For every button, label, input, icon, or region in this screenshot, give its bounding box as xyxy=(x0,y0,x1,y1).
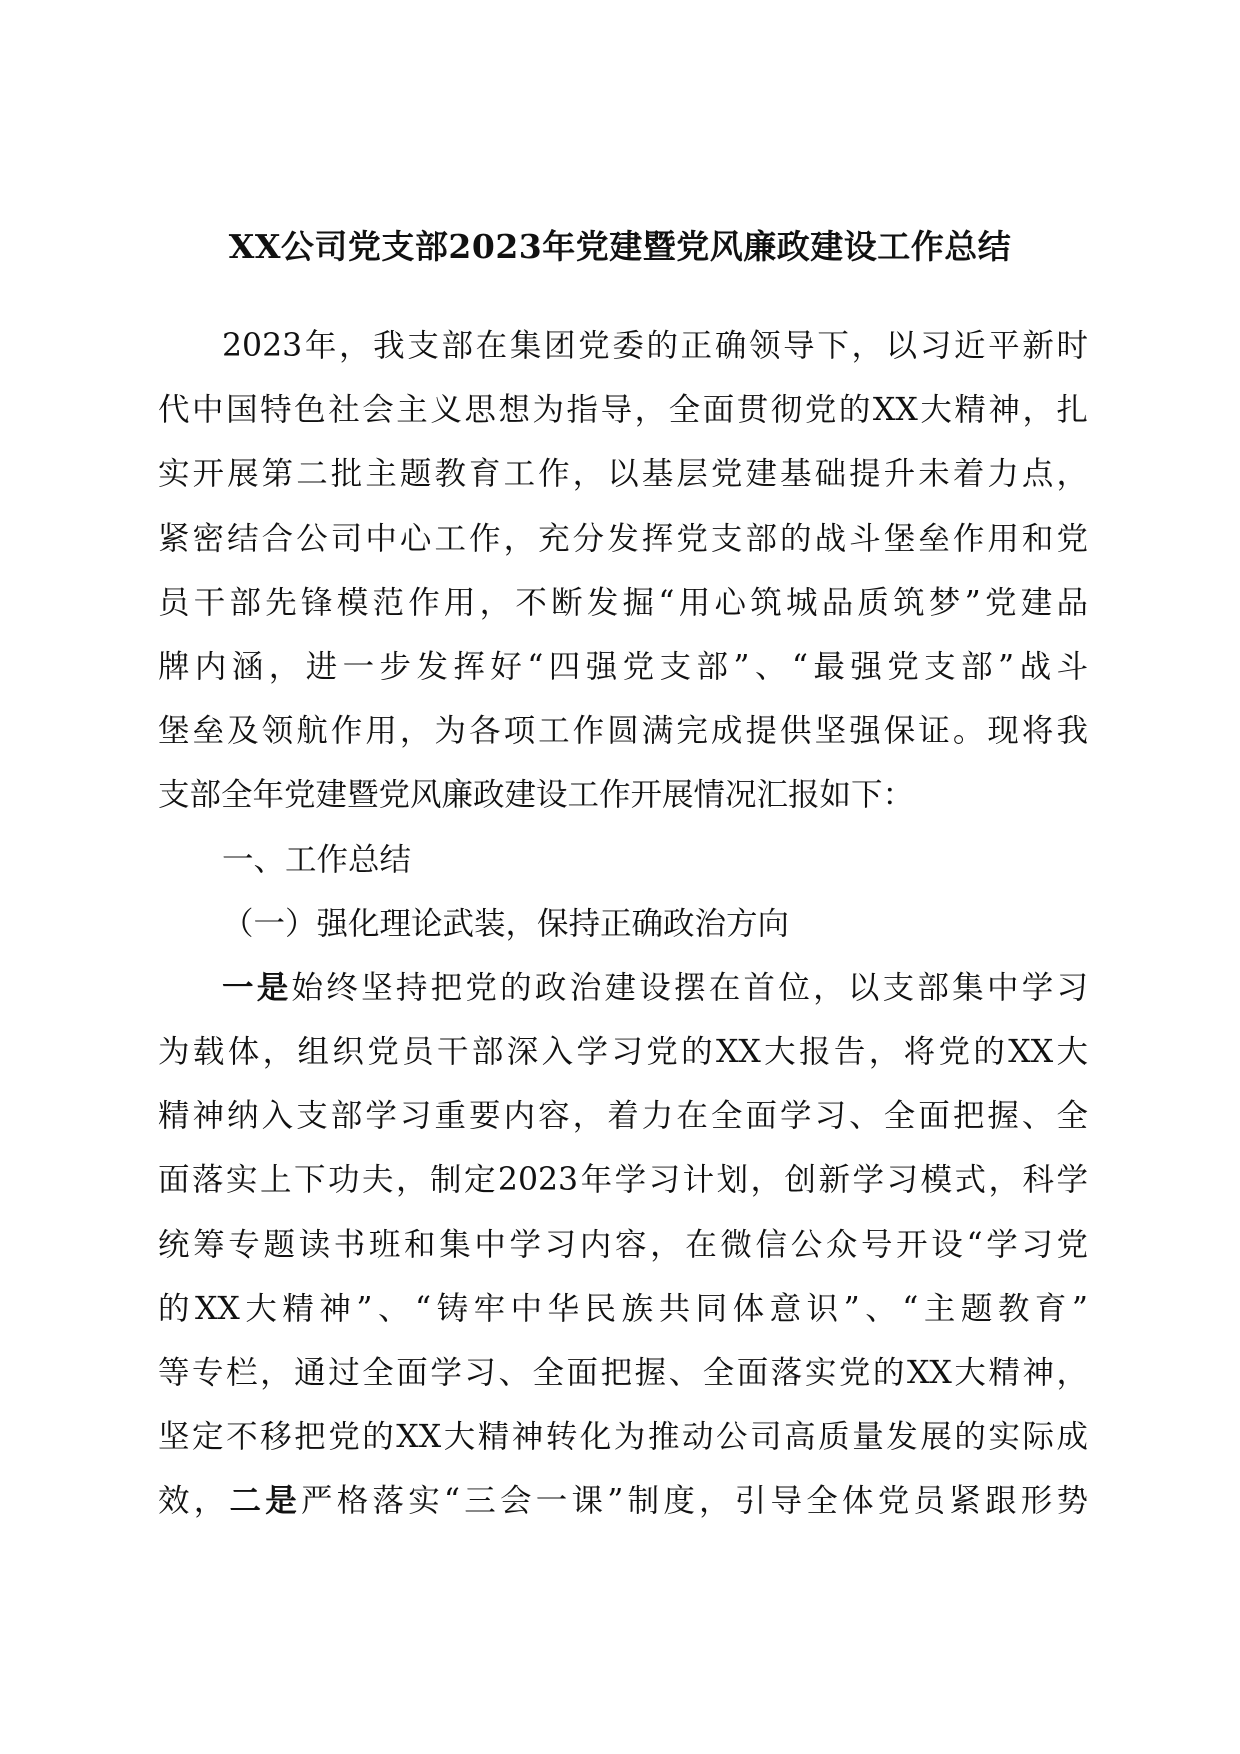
para1-line-9 xyxy=(158,1469,1088,1533)
intro-line-4: 紧密结合公司中心工作，充分发挥党支部的战斗堡垒作用和党 xyxy=(158,520,1088,557)
intro-line-6: 牌内涵，进一步发挥好“四强党支部”、“最强党支部”战斗 xyxy=(158,648,1088,685)
para1-last-bold: 二是 xyxy=(229,1482,301,1520)
para1-last-rest: 严格落实“三会一课”制度，引导全体党员紧跟形势 xyxy=(300,1483,1088,1520)
intro-line-3: 实开展第二批主题教育工作，以基层党建基础提升未着力点， xyxy=(158,456,1088,493)
para1-line-7: 等专栏，通过全面学习、全面把握、全面落实党的XX大精神， xyxy=(158,1355,1088,1391)
subsection-heading: （一）强化理论武装，保持正确政治方向 xyxy=(222,905,790,942)
para1-line-3: 精神纳入支部学习重要内容，着力在全面学习、全面把握、全 xyxy=(158,1098,1088,1135)
intro-line-5: 员干部先锋模范作用，不断发掘“用心筑城品质筑梦”党建品 xyxy=(158,584,1088,621)
para1-line-5: 统筹专题读书班和集中学习内容，在微信公众号开设“学习党 xyxy=(158,1226,1088,1263)
para1-line-2: 为载体，组织党员干部深入学习党的XX大报告，将党的XX大 xyxy=(158,1034,1088,1071)
document-body xyxy=(158,314,1088,1534)
intro-line-8: 支部全年党建暨党风廉政建设工作开展情况汇报如下： xyxy=(158,777,915,814)
section-heading: 一、工作总结 xyxy=(222,841,412,878)
document-title: XX公司党支部2023年党建暨党风廉政建设工作总结 xyxy=(228,227,1012,266)
para1-line-8: 坚定不移把党的XX大精神转化为推动公司高质量发展的实际成 xyxy=(158,1419,1088,1456)
para1-line-1 xyxy=(158,956,1088,1020)
intro-line-1: 2023年，我支部在集团党委的正确领导下，以习近平新时 xyxy=(222,328,1088,364)
para1-last-prefix: 效， xyxy=(158,1483,230,1520)
intro-line-2: 代中国特色社会主义思想为指导，全面贯彻党的XX大精神，扎 xyxy=(158,392,1088,429)
para1-lead-bold: 一是 xyxy=(222,968,292,1006)
intro-line-7: 堡垒及领航作用，为各项工作圆满完成提供坚强保证。现将我 xyxy=(158,713,1088,750)
para1-line-1-text: 始终坚持把党的政治建设摆在首位，以支部集中学习 xyxy=(291,969,1088,1006)
para1-line-6: 的XX大精神”、“铸牢中华民族共同体意识”、“主题教育” xyxy=(158,1290,1088,1327)
para1-line-4: 面落实上下功夫，制定2023年学习计划，创新学习模式，科学 xyxy=(158,1162,1088,1199)
